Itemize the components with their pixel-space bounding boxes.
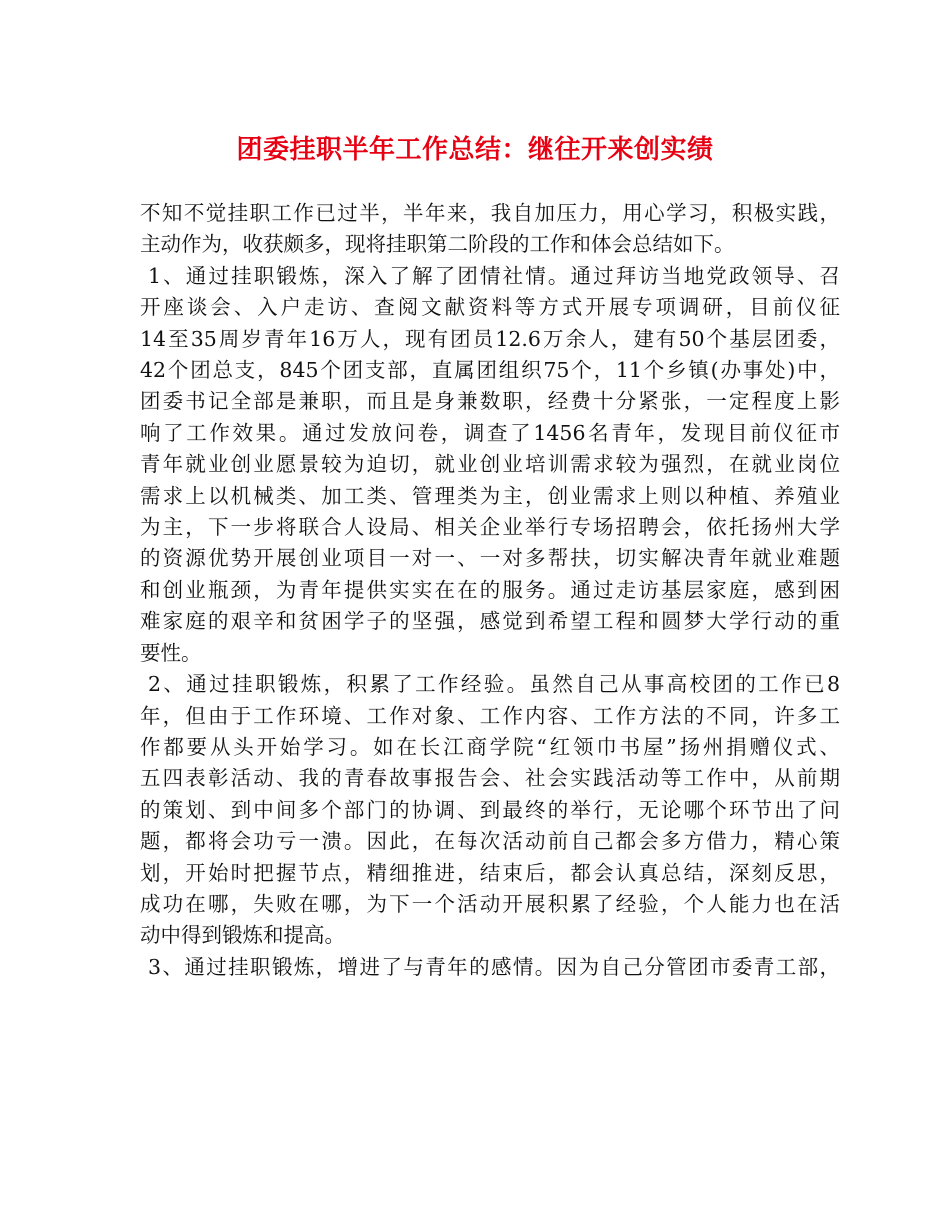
paragraph-line: 14至35周岁青年16万人，现有团员12.6万余人，建有50个基层团委， bbox=[140, 326, 840, 351]
paragraph-line: 难家庭的艰辛和贫困学子的坚强，感觉到希望工程和圆梦大学行动的重 bbox=[140, 609, 840, 634]
paragraph-line: 42个团总支，845个团支部，直属团组织75个，11个乡镇(办事处)中， bbox=[140, 358, 840, 383]
paragraph-line: 响了工作效果。通过发放问卷，调查了1456名青年，发现目前仪征市 bbox=[140, 420, 840, 445]
document-title: 团委挂职半年工作总结：继往开来创实绩 bbox=[236, 135, 714, 165]
paragraph-line: 要性。 bbox=[140, 640, 202, 665]
paragraph-line: 为主，下一步将联合人设局、相关企业举行专场招聘会，依托扬州大学 bbox=[140, 515, 840, 540]
paragraph-line: 青年就业创业愿景较为迫切，就业创业培训需求较为强烈，在就业岗位 bbox=[140, 452, 840, 477]
paragraph-line: 开座谈会、入户走访、查阅文献资料等方式开展专项调研，目前仪征 bbox=[140, 295, 840, 320]
paragraph-line: 五四表彰活动、我的青春故事报告会、社会实践活动等工作中，从前期 bbox=[140, 766, 840, 791]
paragraph-line: 的资源优势开展创业项目一对一、一对多帮扶，切实解决青年就业难题 bbox=[140, 546, 840, 571]
paragraph-line: 需求上以机械类、加工类、管理类为主，创业需求上则以种植、养殖业 bbox=[140, 483, 840, 508]
paragraph-line: 主动作为，收获颇多，现将挂职第二阶段的工作和体会总结如下。 bbox=[140, 232, 735, 257]
paragraph-line: 年，但由于工作环境、工作对象、工作内容、工作方法的不同，许多工 bbox=[140, 703, 840, 728]
paragraph-line: 团委书记全部是兼职，而且是身兼数职，经费十分紧张，一定程度上影 bbox=[140, 389, 840, 414]
paragraph-line: 3、通过挂职锻炼，增进了与青年的感情。因为自己分管团市委青工部， bbox=[148, 954, 840, 979]
paragraph-line: 动中得到锻炼和提高。 bbox=[140, 923, 345, 948]
paragraph-line: 不知不觉挂职工作已过半，半年来，我自加压力，用心学习，积极实践， bbox=[140, 201, 840, 225]
paragraph-line: 2、通过挂职锻炼，积累了工作经验。虽然自己从事高校团的工作已8 bbox=[148, 672, 840, 697]
paragraph-line: 题，都将会功亏一溃。因此，在每次活动前自己都会多方借力，精心策 bbox=[140, 829, 840, 854]
paragraph-line: 作都要从头开始学习。如在长江商学院“红领巾书屋”扬州捐赠仪式、 bbox=[140, 734, 840, 759]
paragraph-line: 的策划、到中间多个部门的协调、到最终的举行，无论哪个环节出了问 bbox=[140, 797, 840, 822]
paragraph-line: 和创业瓶颈，为青年提供实实在在的服务。通过走访基层家庭，感到困 bbox=[140, 577, 840, 602]
paragraph-line: 划，开始时把握节点，精细推进，结束后，都会认真总结，深刻反思， bbox=[140, 860, 840, 885]
document-body bbox=[140, 198, 840, 983]
paragraph-line: 1、通过挂职锻炼，深入了解了团情社情。通过拜访当地党政领导、召 bbox=[148, 263, 840, 288]
paragraph-line: 成功在哪，失败在哪，为下一个活动开展积累了经验，个人能力也在活 bbox=[140, 891, 840, 916]
